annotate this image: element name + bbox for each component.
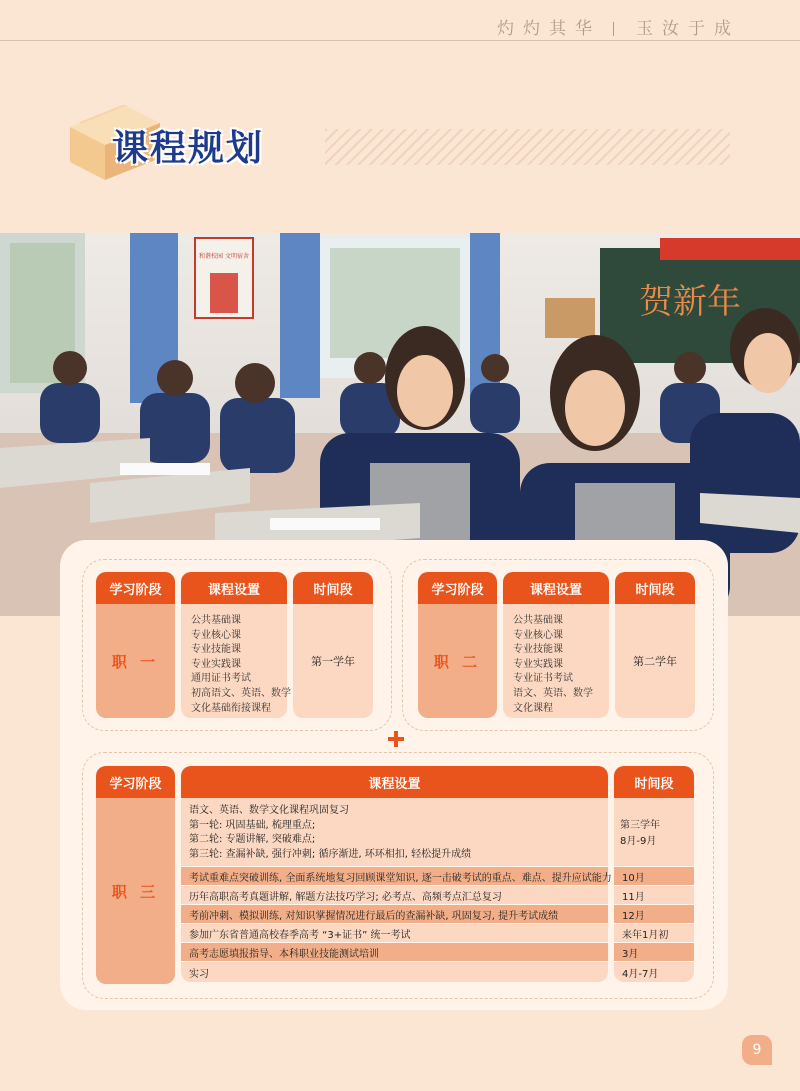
review-line: 语文、英语、数学文化课程巩固复习: [189, 805, 349, 816]
course-item: 专业技能课: [191, 644, 241, 656]
table-row-time: 来年1月初: [614, 924, 694, 942]
stage-label: 职 三: [96, 798, 175, 984]
table-row-course: 参加广东省普通高校春季高考 “3+证书” 统一考试: [181, 924, 608, 942]
page-header: [0, 0, 800, 41]
course-item: 专业核心课: [191, 629, 241, 641]
table-row-course: 高考志愿填报指导、本科职业技能测试培训: [181, 943, 608, 961]
time-value: 第二学年: [615, 604, 695, 718]
photo-board-text: 贺新年: [639, 282, 741, 322]
courses-header: 课程设置: [181, 572, 287, 604]
course-item: 公共基础课: [191, 615, 241, 626]
course-item: 专业证书考试: [513, 673, 573, 685]
table-row-course: 历年高职高考真题讲解, 解题方法技巧学习; 必考点、高频考点汇总复习: [181, 886, 608, 904]
course-item: 专业核心课: [513, 629, 563, 641]
table-row-time: 3月: [614, 943, 694, 961]
course-item: 文化基础衔接课程: [191, 702, 271, 714]
table-row-time: 4月-7月: [614, 962, 694, 982]
courses-header: 课程设置: [181, 766, 608, 798]
time-header: 时间段: [615, 572, 695, 604]
photo-banner-text: 和谐校园 文明宿舍: [199, 253, 249, 260]
table-row-time: 11月: [614, 886, 694, 904]
course-list: [503, 604, 609, 718]
table-row-course: 考前冲刺、模拟训练, 对知识掌握情况进行最后的查漏补缺, 巩固复习, 提升考试成绩: [181, 905, 608, 923]
title-stripes: [325, 129, 730, 165]
header-separator: [613, 22, 614, 36]
course-item: 专业实践课: [191, 658, 241, 670]
review-line: 第二轮: 专题讲解, 突破难点;: [189, 834, 316, 845]
table-row-course: 实习: [181, 962, 608, 982]
courses-header: 课程设置: [503, 572, 609, 604]
section-title-area: [70, 95, 730, 185]
stage-label: 职 二: [418, 604, 497, 718]
time-value: 第一学年: [293, 604, 373, 718]
review-time: [614, 798, 694, 866]
course-item: 专业实践课: [513, 658, 563, 670]
course-item: 语文、英语、数学: [513, 687, 593, 699]
page-title: 课程规划: [112, 128, 265, 169]
course-item: 公共基础课: [513, 615, 563, 626]
course-item: 初高语文、英语、数学: [191, 687, 291, 699]
plus-icon: [388, 731, 404, 747]
header-motto: [497, 14, 740, 39]
time-header: 时间段: [614, 766, 694, 798]
course-list: [181, 604, 291, 718]
page-number: 9: [742, 1035, 772, 1065]
table-row-time: 12月: [614, 905, 694, 923]
stage-header: 学习阶段: [96, 766, 175, 798]
review-line: 第一轮: 巩固基础, 梳理重点;: [189, 819, 316, 831]
stage-label: 职 一: [96, 604, 175, 718]
table-row-course: 考试重难点突破训练, 全面系统地复习回顾课堂知识, 逐一击破考试的重点、难点、提升应试能力: [181, 867, 608, 885]
review-block: [181, 798, 608, 866]
course-item: 文化课程: [513, 702, 553, 714]
stage-header: 学习阶段: [96, 572, 175, 604]
stage-header: 学习阶段: [418, 572, 497, 604]
time-header: 时间段: [293, 572, 373, 604]
header-motto-right: 玉汝于成: [636, 19, 740, 39]
review-time-line: 第三学年: [620, 820, 660, 831]
course-item: 专业技能课: [513, 644, 563, 656]
course-item: 通用证书考试: [191, 673, 251, 685]
header-motto-left: 灼灼其华: [497, 19, 601, 39]
review-time-line: 8月-9月: [620, 836, 657, 847]
table-row-time: 10月: [614, 867, 694, 885]
review-line: 第三轮: 查漏补缺, 强行冲刺; 循序渐进, 环环相扣, 轻松提升成绩: [189, 848, 472, 860]
